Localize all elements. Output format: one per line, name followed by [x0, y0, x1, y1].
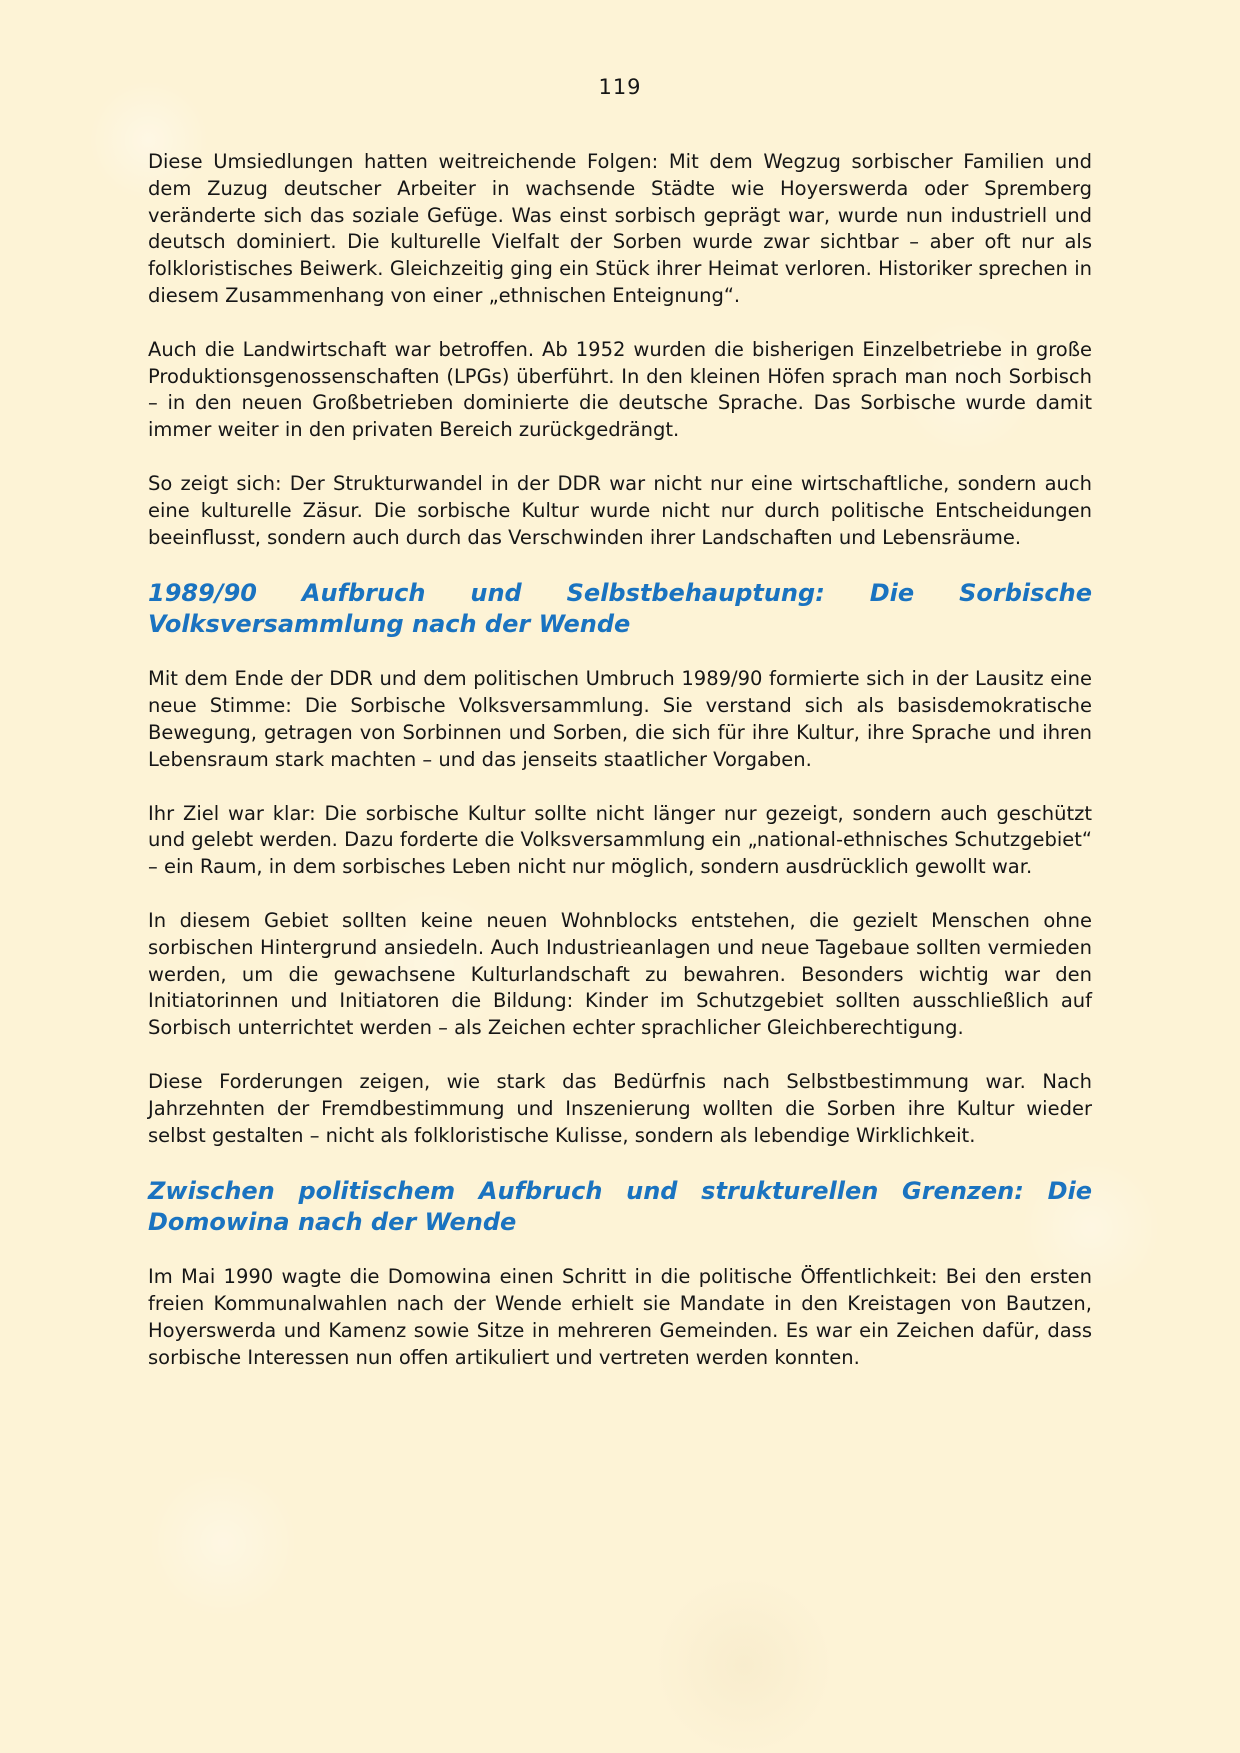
- paragraph: So zeigt sich: Der Strukturwandel in der DDR war nicht nur eine wirtschaftliche, sondern auch eine kulturelle Zäsur. Die sorbische Kultur wurde nicht nur durch politische Entscheidungen beeinflusst, sondern auch durch das Verschwinden ihrer Landschaften und Lebensräume.: [148, 471, 1092, 549]
- paragraph: Ihr Ziel war klar: Die sorbische Kultur sollte nicht länger nur gezeigt, sondern auch geschützt und gelebt werden. Dazu forderte die Volksversammlung ein „national-ethnisches Schutzgebiet“ – ein Raum, in dem sorbisches Leben nicht nur möglich, sondern ausdrücklich gewollt war.: [148, 801, 1092, 879]
- paragraph: Mit dem Ende der DDR und dem politischen Umbruch 1989/90 formierte sich in der Lausitz eine neue Stimme: Die Sorbische Volksversammlung. Sie verstand sich als basisdemokratische Bewegung, getragen von Sorbinnen und Sorben, die sich für ihre Kultur, ihre Sprache und ihren Lebensraum stark machten – und das jenseits staatlicher Vorgaben.: [148, 667, 1092, 771]
- paragraph: Diese Umsiedlungen hatten weitreichende Folgen: Mit dem Wegzug sorbischer Familien und dem Zuzug deutscher Arbeiter in wachsende Städte wie Hoyerswerda oder Spremberg veränderte sich das soziale Gefüge. Was einst sorbisch geprägt war, wurde nun industriell und deutsch dominiert. Die kulturelle Vielfalt der Sorben wurde zwar sichtbar – aber oft nur als folkloristisches Beiwerk. Gleichzeitig ging ein Stück ihrer Heimat verloren. Historiker sprechen in diesem Zusammenhang von einer „ethnischen Enteignung“.: [148, 150, 1092, 307]
- section-heading: 1989/90 Aufbruch und Selbstbehauptung: Die Sorbische Volksversammlung nach der Wende: [148, 579, 1092, 639]
- page-number: 119: [598, 75, 642, 99]
- paragraph: Diese Forderungen zeigen, wie stark das Bedürfnis nach Selbstbestimmung war. Nach Jahrzehnten der Fremdbestimmung und Inszenierung wollten die Sorben ihre Kultur wieder selbst gestalten – nicht als folkloristische Kulisse, sondern als lebendige Wirklichkeit.: [148, 1069, 1092, 1147]
- paragraph: In diesem Gebiet sollten keine neuen Wohnblocks entstehen, die gezielt Menschen ohne sorbischen Hintergrund ansiedeln. Auch Industrieanlagen und neue Tagebaue sollten vermieden werden, um die gewachsene Kulturlandschaft zu bewahren. Besonders wichtig war den Initiatorinnen und Initiatoren die Bildung: Kinder im Schutzgebiet sollten ausschließlich auf Sorbisch unterrichtet werden – als Zeichen echter sprachlicher Gleichberechtigung.: [148, 908, 1092, 1040]
- page-content: [148, 149, 1092, 1372]
- section-heading: Zwischen politischem Aufbruch und strukturellen Grenzen: Die Domowina nach der Wende: [148, 1177, 1092, 1237]
- paragraph: Im Mai 1990 wagte die Domowina einen Schritt in die politische Öffentlichkeit: Bei den ersten freien Kommunalwahlen nach der Wende erhielt sie Mandate in den Kreistagen von Bautzen, Hoyerswerda und Kamenz sowie Sitze in mehreren Gemeinden. Es war ein Zeichen dafür, dass sorbische Interessen nun offen artikuliert und vertreten werden konnten.: [148, 1265, 1092, 1369]
- paragraph: Auch die Landwirtschaft war betroffen. Ab 1952 wurden die bisherigen Einzelbetriebe in große Produktionsgenossenschaften (LPGs) überführt. In den kleinen Höfen sprach man noch Sorbisch – in den neuen Großbetrieben dominierte die deutsche Sprache. Das Sorbische wurde damit immer weiter in den privaten Bereich zurückgedrängt.: [148, 337, 1092, 442]
